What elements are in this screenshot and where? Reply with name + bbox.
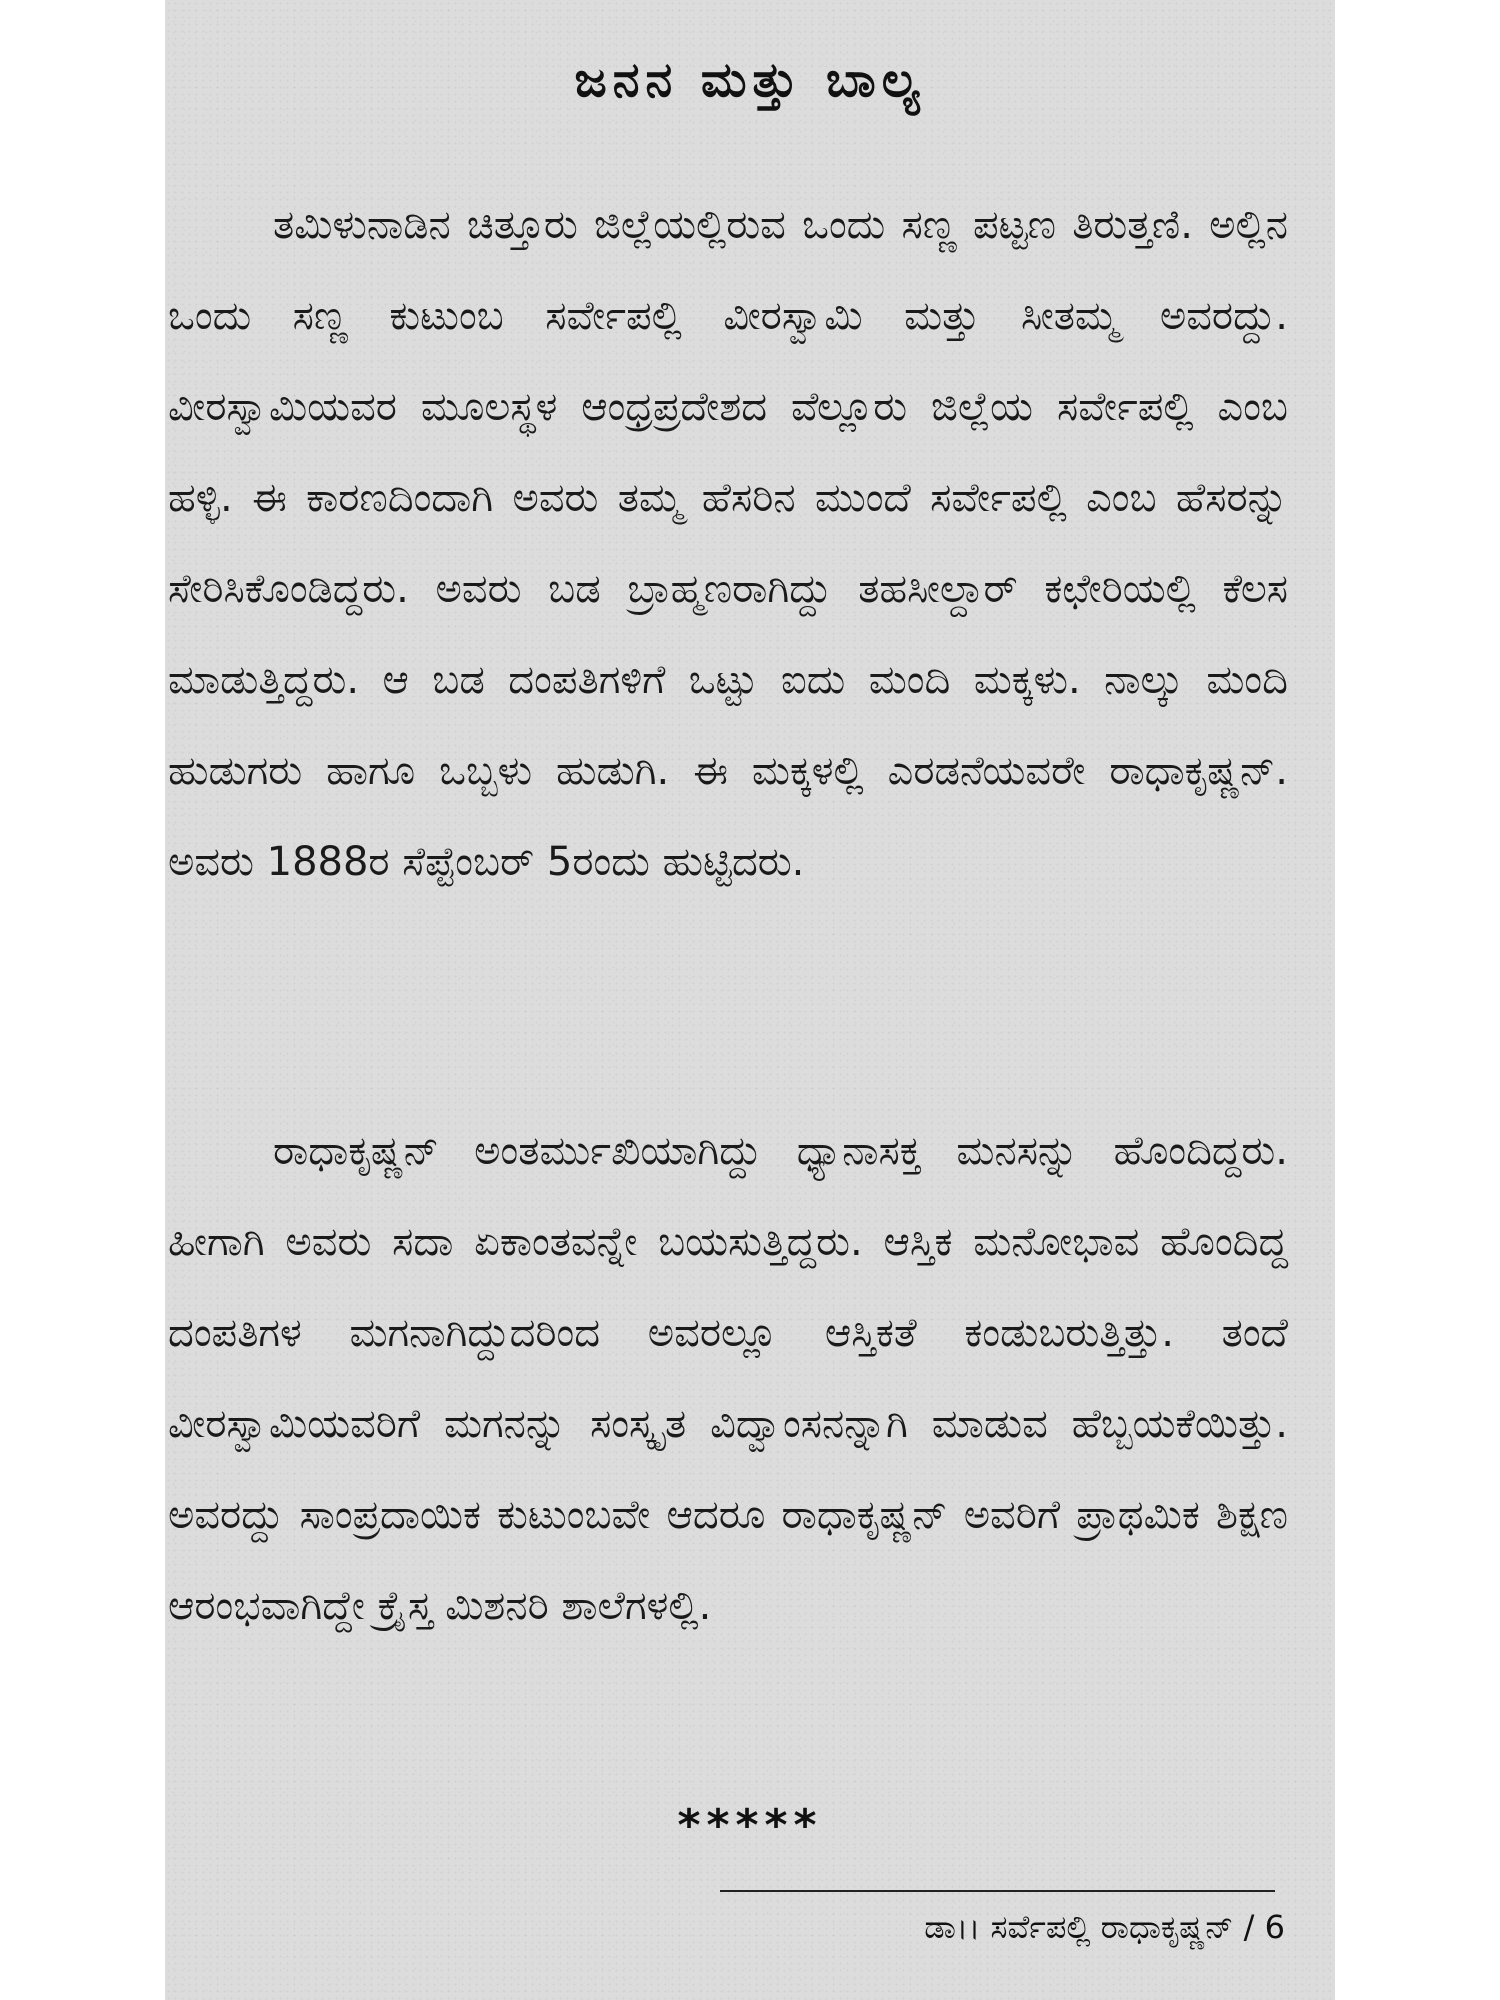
book-page — [165, 0, 1335, 2000]
paragraph-2 — [168, 1106, 1288, 1652]
paragraph-1-text: ತಮಿಳುನಾಡಿನ ಚಿತ್ತೂರು ಜಿಲ್ಲೆಯಲ್ಲಿರುವ ಒಂದು ಸಣ್ಣ ಪಟ್ಟಣ ತಿರುತ್ತಣಿ. ಅಲ್ಲಿನ ಒಂದು ಸಣ್ಣ ಕುಟುಂಬ ಸರ್ವೇಪಲ್ಲಿ ವೀರಸ್ವಾಮಿ ಮತ್ತು ಸೀತಮ್ಮ ಅವರದ್ದು. ವೀರಸ್ವಾಮಿಯವರ ಮೂಲಸ್ಥಳ ಆಂಧ್ರಪ್ರದೇಶದ ವೆಲ್ಲೂರು ಜಿಲ್ಲೆಯ ಸರ್ವೇಪಲ್ಲಿ ಎಂಬ ಹಳ್ಳಿ. ಈ ಕಾರಣದಿಂದಾಗಿ ಅವರು ತಮ್ಮ ಹೆಸರಿನ ಮುಂದೆ ಸರ್ವೇಪಲ್ಲಿ ಎಂಬ ಹೆಸರನ್ನು ಸೇರಿಸಿಕೊಂಡಿದ್ದರು. ಅವರು ಬಡ ಬ್ರಾಹ್ಮಣರಾಗಿದ್ದು ತಹಸೀಲ್ದಾರ್ ಕಛೇರಿಯಲ್ಲಿ ಕೆಲಸ ಮಾಡುತ್ತಿದ್ದರು. ಆ ಬಡ ದಂಪತಿಗಳಿಗೆ ಒಟ್ಟು ಐದು ಮಂದಿ ಮಕ್ಕಳು. ನಾಲ್ಕು ಮಂದಿ ಹುಡುಗರು ಹಾಗೂ ಒಬ್ಬಳು ಹುಡುಗಿ. ಈ ಮಕ್ಕಳಲ್ಲಿ ಎರಡನೆಯವರೇ ರಾಧಾಕೃಷ್ಣನ್. ಅವರು 1888ರ ಸೆಪ್ಟೆಂಬರ್ 5ರಂದು ಹುಟ್ಟಿದರು. — [168, 202, 1288, 885]
section-separator: ***** — [677, 1800, 823, 1851]
paragraph-1 — [168, 180, 1288, 908]
footer-rule — [720, 1890, 1275, 1892]
chapter-title: ಜನನ ಮತ್ತು ಬಾಲ್ಯ — [574, 52, 926, 108]
paragraph-2-text: ರಾಧಾಕೃಷ್ಣನ್ ಅಂತರ್ಮುಖಿಯಾಗಿದ್ದು ಧ್ಯಾನಾಸಕ್ತ ಮನಸನ್ನು ಹೊಂದಿದ್ದರು. ಹೀಗಾಗಿ ಅವರು ಸದಾ ಏಕಾಂತವನ್ನೇ ಬಯಸುತ್ತಿದ್ದರು. ಆಸ್ತಿಕ ಮನೋಭಾವ ಹೊಂದಿದ್ದ ದಂಪತಿಗಳ ಮಗನಾಗಿದ್ದುದರಿಂದ ಅವರಲ್ಲೂ ಆಸ್ತಿಕತೆ ಕಂಡುಬರುತ್ತಿತ್ತು. ತಂದೆ ವೀರಸ್ವಾಮಿಯವರಿಗೆ ಮಗನನ್ನು ಸಂಸ್ಕೃತ ವಿದ್ವಾಂಸನನ್ನಾಗಿ ಮಾಡುವ ಹೆಬ್ಬಯಕೆಯಿತ್ತು. ಅವರದ್ದು ಸಾಂಪ್ರದಾಯಿಕ ಕುಟುಂಬವೇ ಆದರೂ ರಾಧಾಕೃಷ್ಣನ್ ಅವರಿಗೆ ಪ್ರಾಥಮಿಕ ಶಿಕ್ಷಣ ಆರಂಭವಾಗಿದ್ದೇ ಕ್ರೈಸ್ತ ಮಿಶನರಿ ಶಾಲೆಗಳಲ್ಲಿ. — [168, 1128, 1288, 1629]
page-footer: ಡಾ।। ಸರ್ವೆಪಲ್ಲಿ ರಾಧಾಕೃಷ್ಣನ್ / 6 — [924, 1908, 1285, 1946]
